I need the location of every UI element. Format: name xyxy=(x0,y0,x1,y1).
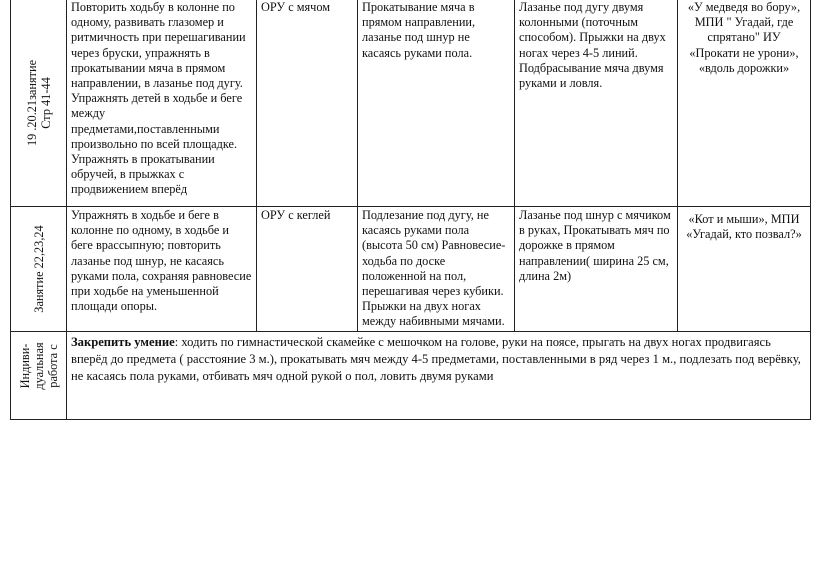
row-label xyxy=(18,342,60,389)
basic-movements-2-cell: Лазанье под дугу двумя колонными (поточным способом). Прыжки на двух ногах через 4-5 линий. Подбрасывание мяча двумя руками и ловля. xyxy=(515,0,678,207)
row-label-line: Занятие 22,23,24 xyxy=(31,225,46,313)
games-cell: «Кот и мыши», МПИ «Угадай, кто позвал?» xyxy=(678,207,811,332)
row-label-line: 19 .20.21занятие xyxy=(24,59,39,146)
basic-movements-cell: Прокатывание мяча в прямом направлении, лазанье под шнур не касаясь руками пола. xyxy=(358,0,515,207)
basic-movements-2-cell: Лазанье под шнур с мячиком в руках, Прокатывать мяч по дорожке в прямом направлении( ширина 25 см, длина 2м) xyxy=(515,207,678,332)
row-label-cell xyxy=(11,0,67,207)
row-label-line: дуальная xyxy=(31,342,46,390)
row-label xyxy=(32,225,46,312)
table-row xyxy=(11,0,811,207)
row-label-line: Стр 41-44 xyxy=(38,76,53,129)
row-label-line: Индиви- xyxy=(17,343,32,389)
row-label-cell xyxy=(11,331,67,419)
goals-cell: Упражнять в ходьбе и беге в колонне по одному, в ходьбе и беге врассыпную; повторить лазанье под шнур, не касаясь руками пола, сохраняя равновесие при ходьбе на уменьшенной площади опоры. xyxy=(67,207,257,332)
row-label-cell xyxy=(11,207,67,332)
oru-cell: ОРУ с кеглей xyxy=(257,207,358,332)
individual-work-heading: Закрепить умение xyxy=(71,334,175,349)
lesson-plan-table xyxy=(10,0,811,420)
table-row xyxy=(11,331,811,419)
table-row xyxy=(11,207,811,332)
individual-work-text: : ходить по гимнастической скамейке с мешочком на голове, руки на поясе, прыгать на двух ногах продвигаясь вперёд до предмета ( расстояние 3 м.), прокатывать мяч между 4-5 предметами, поставленными в ряд через 1 м., подлезать под верёвку, не касаясь пола руками, отбивать мяч одной рукой о пол, ловить двумя руками xyxy=(71,334,801,383)
basic-movements-cell: Подлезание под дугу, не касаясь руками пола (высота 50 см) Равновесие- ходьба по доске положенной на пол, перешагивая через кубики. Прыжки на двух ногах между набивными мячами. xyxy=(358,207,515,332)
row-label xyxy=(25,59,53,145)
games-cell: «У медведя во бору», МПИ " Угадай, где спрятано" ИУ «Прокати не урони», «вдоль дорожки» xyxy=(678,0,811,207)
row-label-line: работа с xyxy=(45,343,60,388)
oru-cell: ОРУ с мячом xyxy=(257,0,358,207)
individual-work-cell xyxy=(67,331,811,419)
goals-cell: Повторить ходьбу в колонне по одному, развивать глазомер и ритмичность при перешагивании через бруски, упражнять в прокатывании мяча в прямом направлении, в лазанье под дугу. Упражнять детей в ходьбе и беге между предметами,поставленными произвольно по всей площадке. Упражнять в прокатывании обручей, в прыжках с продвижением вперёд xyxy=(67,0,257,207)
